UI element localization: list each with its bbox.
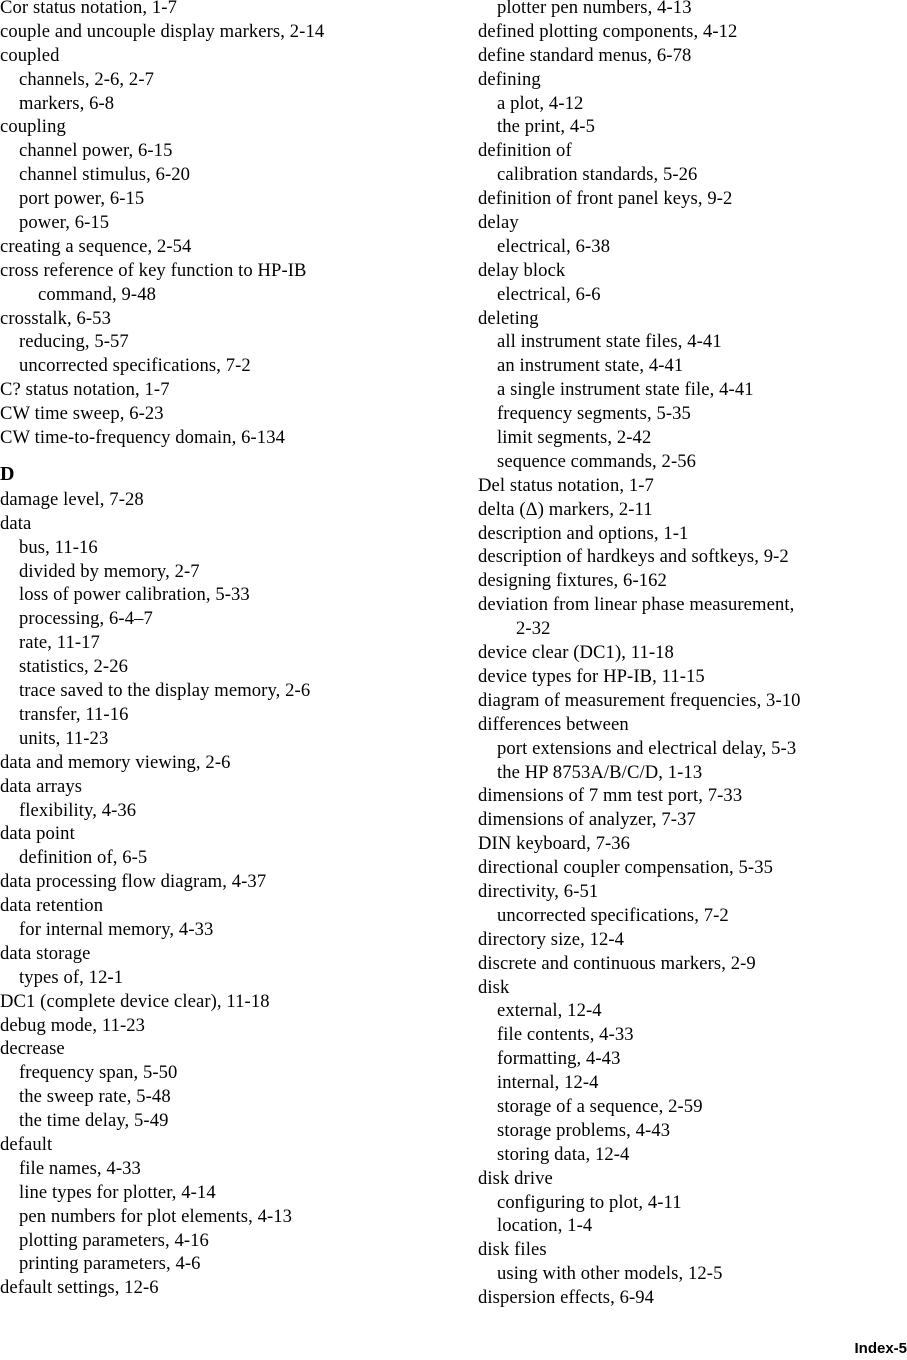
index-entry: device types for HP-IB, 11-15 <box>478 665 705 687</box>
index-subentry: storing data, 12-4 <box>497 1143 630 1165</box>
index-entries-before-d <box>0 0 460 450</box>
index-entries-right <box>478 0 907 1310</box>
index-subentry: processing, 6-4–7 <box>19 608 153 630</box>
index-subentry: a plot, 4-12 <box>497 92 584 114</box>
index-subentry: for internal memory, 4-33 <box>19 918 214 940</box>
index-subentry: limit segments, 2-42 <box>497 427 652 449</box>
index-entry: Cor status notation, 1-7 <box>0 0 177 18</box>
index-subentry: configuring to plot, 4-11 <box>497 1191 682 1213</box>
index-subentry: uncorrected specifications, 7-2 <box>19 355 251 377</box>
index-subentry: flexibility, 4-36 <box>19 799 137 821</box>
index-entry: C? status notation, 1-7 <box>0 379 170 401</box>
index-subentry: printing parameters, 4-6 <box>19 1253 201 1275</box>
index-subentry: transfer, 11-16 <box>19 703 129 725</box>
index-entry: default settings, 12-6 <box>0 1277 159 1299</box>
index-entry: discrete and continuous markers, 2-9 <box>478 952 756 974</box>
index-subentry: bus, 11-16 <box>19 536 98 558</box>
index-subentry: the HP 8753A/B/C/D, 1-13 <box>497 761 703 783</box>
index-subentry: divided by memory, 2-7 <box>19 560 200 582</box>
index-entry: defining <box>478 68 541 90</box>
index-entry: dimensions of 7 mm test port, 7-33 <box>478 785 743 807</box>
index-entry: deviation from linear phase measurement, <box>478 594 795 616</box>
index-entry: delay block <box>478 259 566 281</box>
index-subentry: storage of a sequence, 2-59 <box>497 1095 703 1117</box>
index-column-right <box>478 0 907 1310</box>
index-entry-continuation: command, 9-48 <box>38 283 157 305</box>
index-entry: device clear (DC1), 11-18 <box>478 642 674 664</box>
index-subentry: loss of power calibration, 5-33 <box>19 584 250 606</box>
index-subentry: channel power, 6-15 <box>19 140 173 162</box>
index-entry: dimensions of analyzer, 7-37 <box>478 809 696 831</box>
index-entry: DC1 (complete device clear), 11-18 <box>0 990 270 1012</box>
index-entry: CW time sweep, 6-23 <box>0 403 164 425</box>
index-entry: disk drive <box>478 1167 553 1189</box>
index-column-left <box>0 0 460 1300</box>
index-subentry: uncorrected specifications, 7-2 <box>497 904 729 926</box>
page-number-label: Index-5 <box>854 1340 907 1357</box>
index-subentry: definition of, 6-5 <box>19 847 148 869</box>
index-entries-d <box>0 488 460 1300</box>
index-subentry: channel stimulus, 6-20 <box>19 164 191 186</box>
index-subentry: statistics, 2-26 <box>19 656 129 678</box>
index-subentry: sequence commands, 2-56 <box>497 450 697 472</box>
index-entry: data and memory viewing, 2-6 <box>0 751 231 773</box>
index-subentry: storage problems, 4-43 <box>497 1119 671 1141</box>
index-entry: CW time-to-frequency domain, 6-134 <box>0 427 285 449</box>
index-entry: define standard menus, 6-78 <box>478 44 692 66</box>
index-subentry: plotter pen numbers, 4-13 <box>497 0 692 18</box>
index-subentry: formatting, 4-43 <box>497 1048 621 1070</box>
index-subentry: file contents, 4-33 <box>497 1024 634 1046</box>
index-entry: disk <box>478 976 510 998</box>
index-entry: differences between <box>478 713 629 735</box>
index-entry: crosstalk, 6-53 <box>0 307 111 329</box>
index-entry: data storage <box>0 942 91 964</box>
index-entry: disk files <box>478 1239 547 1261</box>
index-subentry: electrical, 6-38 <box>497 235 611 257</box>
index-entry: data <box>0 512 32 534</box>
index-subentry: external, 12-4 <box>497 1000 602 1022</box>
index-subentry: a single instrument state file, 4-41 <box>497 379 754 401</box>
index-subentry: calibration standards, 5-26 <box>497 164 698 186</box>
index-entry: decrease <box>0 1038 65 1060</box>
index-subentry: internal, 12-4 <box>497 1072 599 1094</box>
section-letter-heading: D <box>0 462 15 485</box>
index-subentry: an instrument state, 4-41 <box>497 355 684 377</box>
index-entry: coupling <box>0 116 66 138</box>
index-subentry: plotting parameters, 4-16 <box>19 1229 209 1251</box>
index-subentry: all instrument state files, 4-41 <box>497 331 722 353</box>
index-subentry: units, 11-23 <box>19 727 109 749</box>
index-subentry: location, 1-4 <box>497 1215 593 1237</box>
index-subentry: frequency span, 5-50 <box>19 1062 178 1084</box>
index-subentry: rate, 11-17 <box>19 632 100 654</box>
index-subentry: pen numbers for plot elements, 4-13 <box>19 1205 293 1227</box>
index-entry: deleting <box>478 307 539 329</box>
index-entry: debug mode, 11-23 <box>0 1014 146 1036</box>
index-entry: description and options, 1-1 <box>478 522 689 544</box>
index-entry: creating a sequence, 2-54 <box>0 235 192 257</box>
index-entry: data processing flow diagram, 4-37 <box>0 871 267 893</box>
index-entry: couple and uncouple display markers, 2-14 <box>0 20 325 42</box>
index-subentry: types of, 12-1 <box>19 966 124 988</box>
index-entry: Del status notation, 1-7 <box>478 474 654 496</box>
index-entry-continuation: 2-32 <box>516 618 551 640</box>
index-subentry: markers, 6-8 <box>19 92 115 114</box>
index-subentry: port power, 6-15 <box>19 188 145 210</box>
index-entry: directivity, 6-51 <box>478 880 599 902</box>
index-subentry: reducing, 5-57 <box>19 331 129 353</box>
index-entry: description of hardkeys and softkeys, 9-2 <box>478 546 789 568</box>
index-entry: delay <box>478 212 519 234</box>
index-entry: designing fixtures, 6-162 <box>478 570 667 592</box>
index-subentry: channels, 2-6, 2-7 <box>19 68 155 90</box>
index-entry: delta (Δ) markers, 2-11 <box>478 498 653 520</box>
index-subentry: power, 6-15 <box>19 212 110 234</box>
index-entry: damage level, 7-28 <box>0 488 144 510</box>
index-entry: directional coupler compensation, 5-35 <box>478 857 774 879</box>
index-entry: defined plotting components, 4-12 <box>478 20 738 42</box>
index-entry: default <box>0 1133 53 1155</box>
index-entry: cross reference of key function to HP-IB <box>0 259 307 281</box>
index-entry: directory size, 12-4 <box>478 928 625 950</box>
index-entry: data retention <box>0 895 104 917</box>
index-subentry: electrical, 6-6 <box>497 283 601 305</box>
index-subentry: the time delay, 5-49 <box>19 1110 169 1132</box>
index-subentry: file names, 4-33 <box>19 1157 141 1179</box>
index-entry: definition of front panel keys, 9-2 <box>478 188 733 210</box>
index-subentry: line types for plotter, 4-14 <box>19 1181 216 1203</box>
index-subentry: using with other models, 12-5 <box>497 1263 723 1285</box>
index-subentry: the sweep rate, 5-48 <box>19 1086 171 1108</box>
index-entry: DIN keyboard, 7-36 <box>478 833 631 855</box>
index-entry: data arrays <box>0 775 83 797</box>
index-subentry: the print, 4-5 <box>497 116 595 138</box>
index-entry: coupled <box>0 44 60 66</box>
index-entry: data point <box>0 823 75 845</box>
index-subentry: port extensions and electrical delay, 5-3 <box>497 737 797 759</box>
index-subentry: trace saved to the display memory, 2-6 <box>19 680 311 702</box>
index-subentry: frequency segments, 5-35 <box>497 403 691 425</box>
index-entry: dispersion effects, 6-94 <box>478 1287 655 1309</box>
index-entry: definition of <box>478 140 572 162</box>
index-entry: diagram of measurement frequencies, 3-10 <box>478 689 801 711</box>
